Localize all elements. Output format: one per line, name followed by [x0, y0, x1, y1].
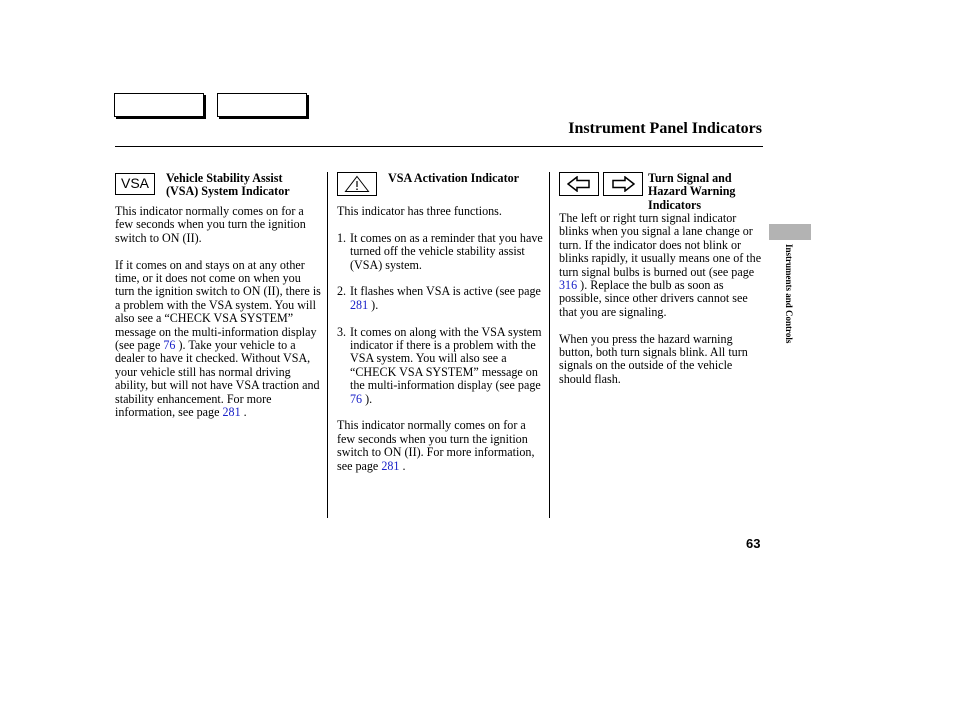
page-number: 63 [746, 536, 761, 551]
list-text-part: It flashes when VSA is active (see page [350, 284, 541, 299]
paragraph-text: If it comes on and stays on at any other time, or it does not come on when you turn the ignition switch to ON (II), there is a problem with the VSA system. You will also see a “CHECK VSA SYSTEM” message on the multi-information display (see page [115, 257, 321, 353]
column-divider [549, 172, 550, 518]
page-link[interactable]: 316 [559, 278, 578, 293]
section-heading-vsa [166, 172, 290, 199]
right-arrow-icon [603, 172, 643, 196]
next-page-button[interactable] [217, 93, 307, 117]
paragraph-text: The left or right turn signal indicator blinks when you signal a lane change or turn. If the indicator does not blink or blinks rapidly, it usually means one of the turn signal bulbs is burned out (see page [559, 211, 762, 279]
section-heading-turn-signal [648, 172, 735, 212]
paragraph [115, 259, 321, 420]
heading-line: (VSA) System Indicator [166, 184, 290, 199]
column-vsa-activation [337, 172, 543, 486]
section-heading-vsa-activation: VSA Activation Indicator [388, 171, 520, 185]
paragraph: This indicator has three functions. [337, 204, 502, 218]
heading-line: Indicators [648, 197, 702, 212]
paragraph-text: . [243, 405, 247, 420]
paragraph-text: ). Replace the bulb as soon as possible, since other drivers cannot see that you are signaling. [559, 278, 748, 319]
section-header-vsa-activation [337, 172, 543, 205]
page-link[interactable]: 281 [381, 458, 400, 473]
list-number: 1. [337, 230, 347, 245]
column-divider [327, 172, 328, 518]
paragraph [337, 419, 543, 473]
column-vsa-system [115, 172, 321, 433]
heading-line: Turn Signal and [648, 171, 732, 185]
list-text: It comes on as a reminder that you have turned off the vehicle stability assist (VSA) system. [350, 230, 543, 272]
page-link[interactable]: 76 [163, 338, 176, 353]
warning-triangle-icon [337, 172, 377, 196]
list-item [337, 326, 543, 406]
paragraph-text: ). Take your vehicle to a dealer to have it checked. Without VSA, your vehicle still has normal driving ability, but will not have VSA traction and stability enhancement. For more information, see page [115, 338, 320, 420]
vsa-icon-text: VSA [120, 175, 149, 192]
page-link[interactable]: 76 [350, 391, 363, 406]
paragraph: This indicator normally comes on for a few seconds when you turn the ignition switch to ON (II). [115, 204, 306, 245]
section-tab [769, 224, 811, 240]
list-number: 2. [337, 284, 347, 299]
section-header-vsa [115, 172, 321, 205]
page-link[interactable]: 281 [350, 297, 369, 312]
list-text-part: ). [371, 297, 379, 312]
page-title: Instrument Panel Indicators [568, 120, 762, 137]
list-number: 3. [337, 324, 347, 339]
list-text [350, 326, 543, 406]
list-text-part: ). [365, 391, 373, 406]
list-item [337, 285, 543, 312]
list-text-part: It comes on along with the VSA system indicator if there is a problem with the VSA system. You will also see a “CHECK VSA SYSTEM” message on the multi-information display (see page [350, 324, 542, 393]
section-label: Instruments and Controls [784, 244, 794, 344]
left-arrow-icon [559, 172, 599, 196]
page-link[interactable]: 281 [222, 405, 241, 420]
paragraph-text: This indicator normally comes on for a few seconds when you turn the ignition switch to ON (II). For more information, see page [337, 418, 535, 473]
paragraph-text: . [402, 458, 406, 473]
title-divider [115, 146, 763, 147]
column-turn-signal [559, 172, 763, 400]
heading-line: Hazard Warning [648, 184, 736, 199]
paragraph [559, 212, 763, 319]
section-header-turn-signal [559, 172, 763, 212]
paragraph: When you press the hazard warning button, both turn signals blink. All turn signals on the outside of the vehicle should flash. [559, 331, 748, 386]
vsa-indicator-icon [115, 173, 155, 195]
list-text [350, 285, 543, 312]
list-item [337, 232, 543, 272]
prev-page-button[interactable] [114, 93, 204, 117]
heading-line: Vehicle Stability Assist [166, 171, 283, 185]
